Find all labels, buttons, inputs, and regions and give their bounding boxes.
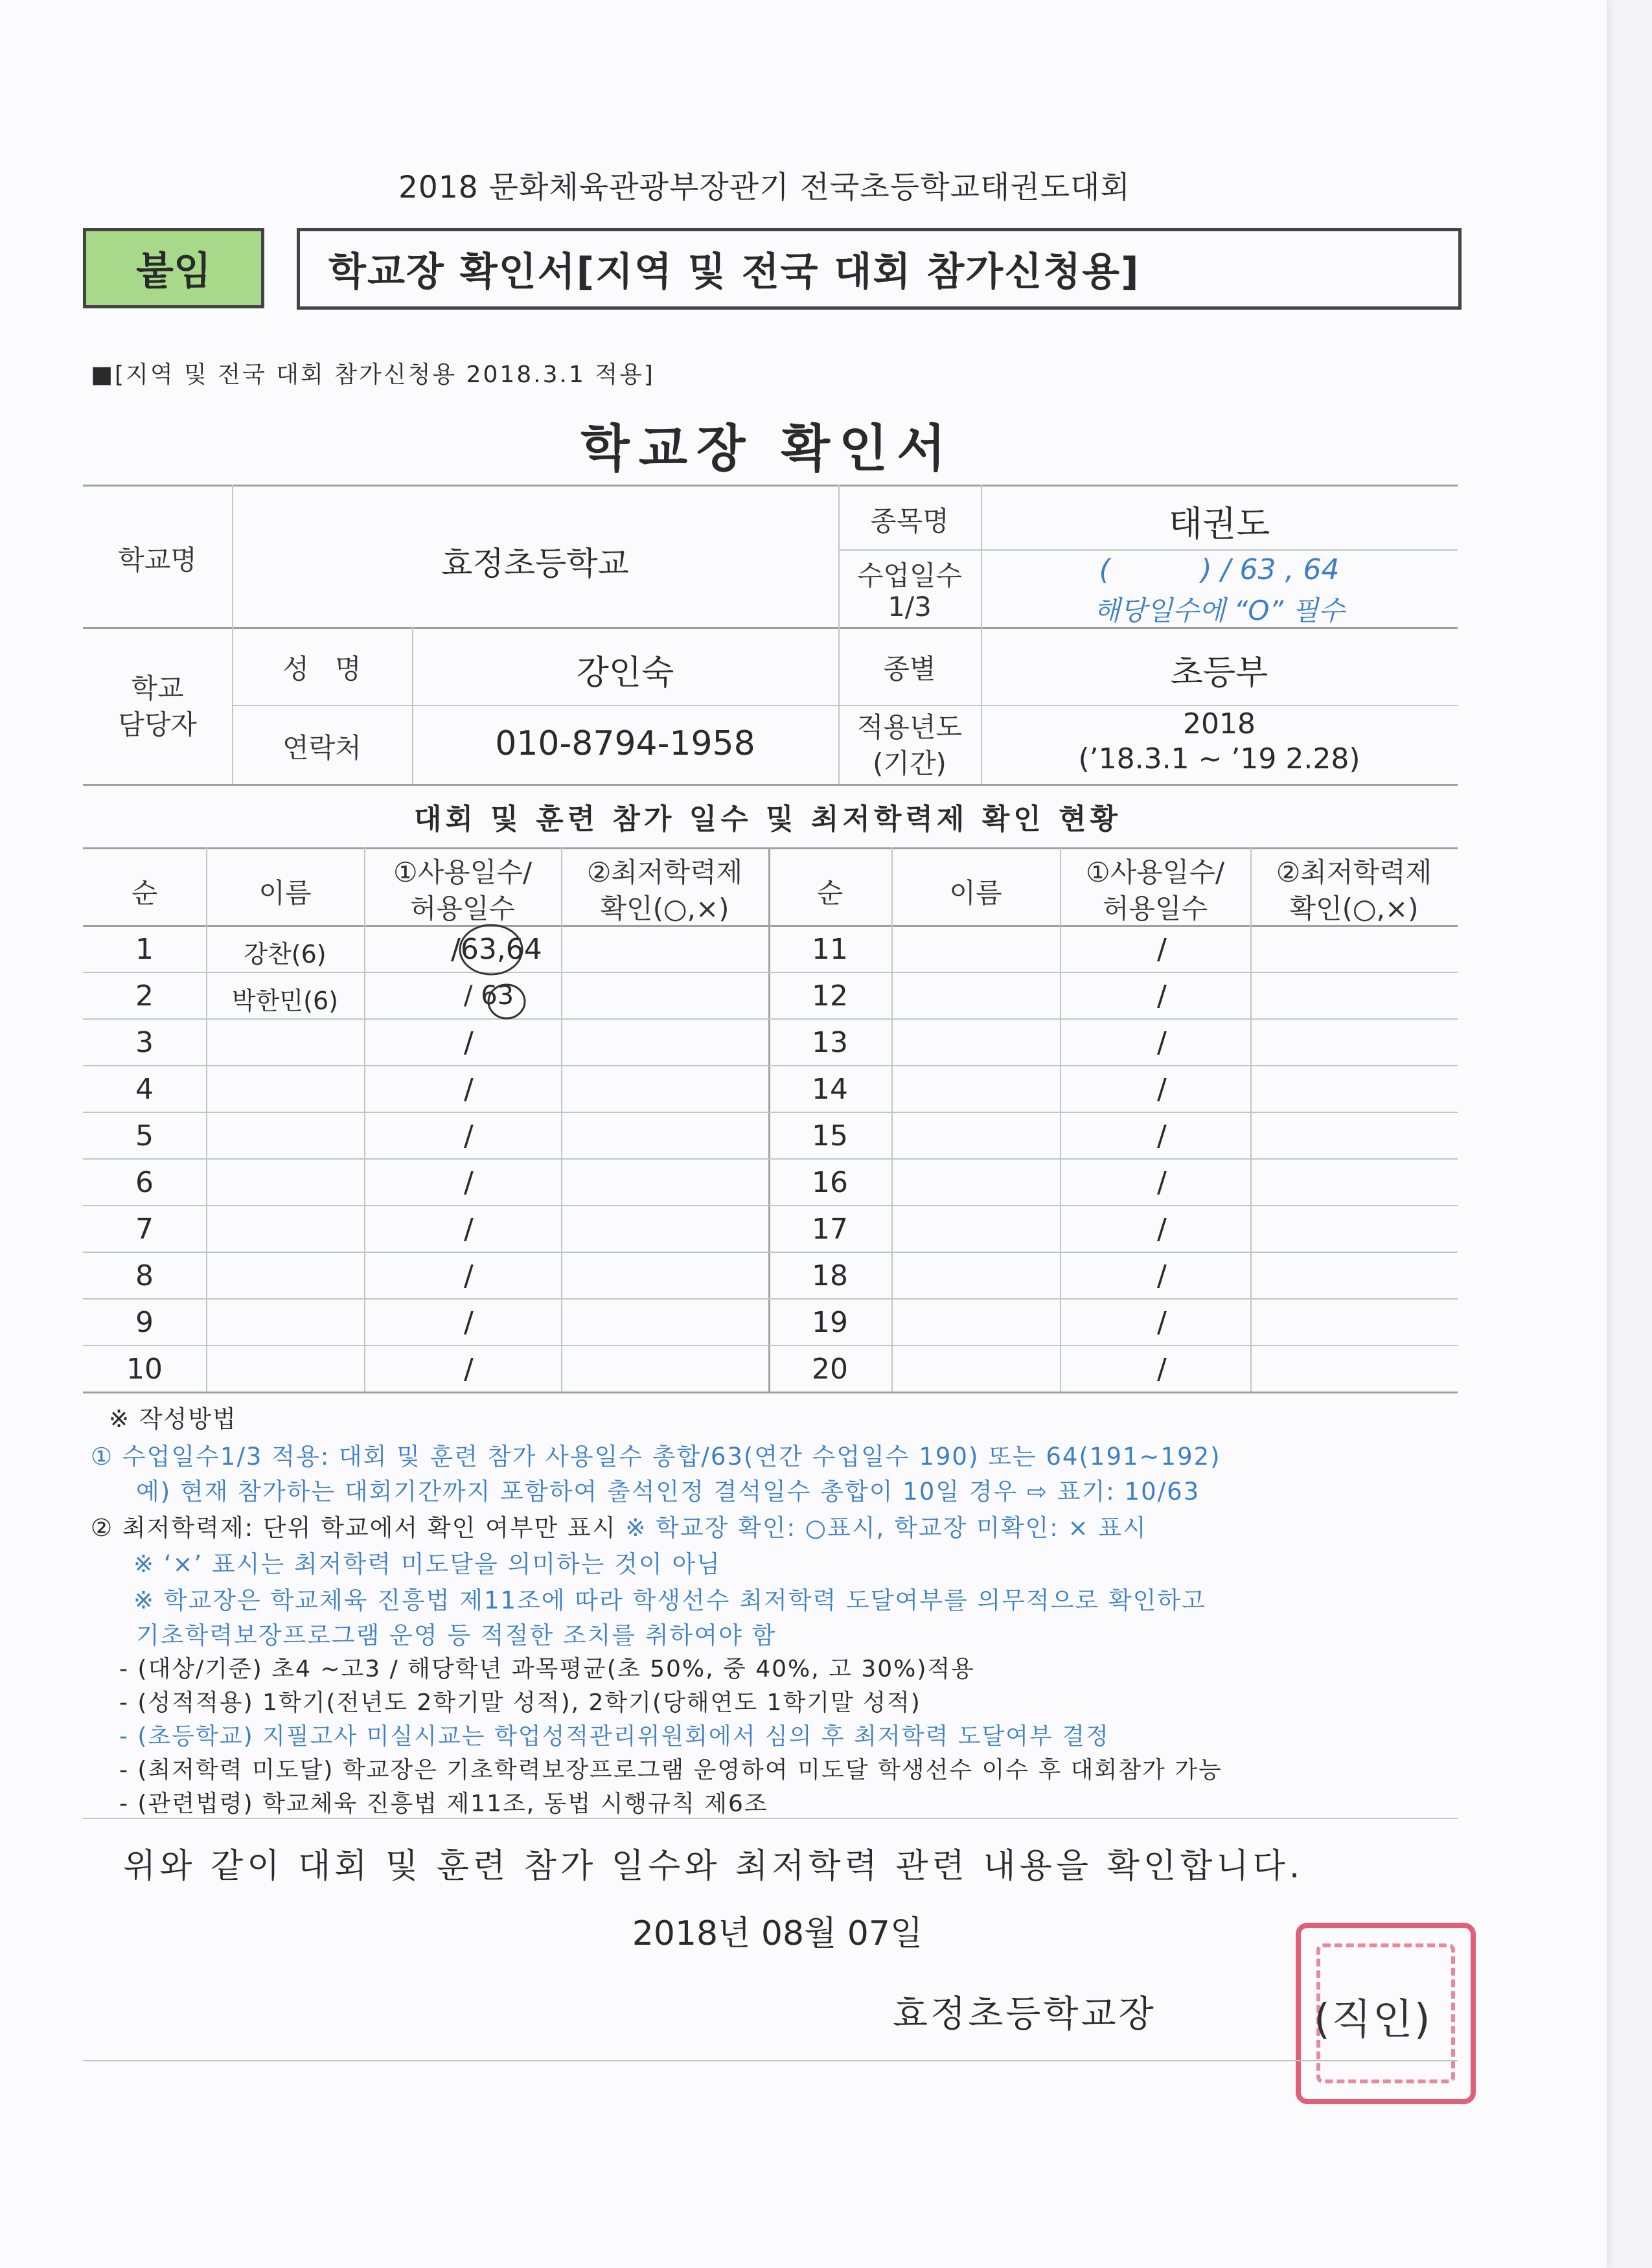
- note-line-2: 예) 현재 참가하는 대회기간까지 포함하여 출석인정 결석일수 총합이 10일 경우 ⇨ 표기: 10/63: [136, 1478, 1200, 1506]
- note-line-11: - (관련법령) 학교체육 진흥법 제11조, 동법 시행규칙 제6조: [119, 1791, 768, 1817]
- row-divider: [83, 1205, 1458, 1206]
- row-divider: [83, 1298, 1458, 1300]
- row-days: /: [464, 1259, 474, 1292]
- row-days: /: [464, 1119, 474, 1152]
- row-no-right: 12: [812, 979, 848, 1013]
- row-divider: [83, 1345, 1458, 1346]
- note-line-7: - (대상/기준) 초4 ~고3 / 해당학년 과목평균(초 50%, 중 40%, 고 30%)적용: [119, 1656, 975, 1682]
- row-days-right: /: [1157, 933, 1167, 966]
- row-days-right: /: [1157, 979, 1167, 1013]
- seal-label: (직인): [1314, 1996, 1432, 2044]
- row-no-right: 14: [812, 1073, 848, 1106]
- row-days: /: [464, 1026, 474, 1059]
- notice-text: ■[지역 및 전국 대회 참가신청용 2018.3.1 적용]: [91, 361, 655, 388]
- table-col-divider: [891, 847, 893, 1393]
- table-col-divider: [561, 847, 562, 1393]
- division-label: 종별: [883, 653, 936, 685]
- table-section-title: 대회 및 훈련 참가 일수 및 최저학력제 확인 현황: [413, 803, 1122, 836]
- note-line-5: ※ 학교장은 학교체육 진흥법 제11조에 따라 학생선수 최저학력 도달여부를 의무적으로 확인하고: [133, 1586, 1206, 1614]
- info-bottom-border: [83, 784, 1458, 786]
- table-col-divider: [1250, 847, 1252, 1393]
- row-no-right: 15: [812, 1119, 848, 1152]
- row-no: 6: [135, 1166, 154, 1199]
- table-col-divider: [768, 847, 770, 1393]
- row-divider: [83, 1252, 1458, 1253]
- row-days: /: [464, 1306, 474, 1339]
- row-no: 3: [135, 1026, 154, 1059]
- note-line-10: - (최저학력 미도달) 학교장은 기초학력보장프로그램 운영하여 미도달 학생선수 이수 후 대회참가 가능: [119, 1757, 1222, 1783]
- year-value: 2018: [1183, 707, 1256, 740]
- info-top-border: [83, 485, 1458, 487]
- note-line-3a: ② 최저학력제: 단위 학교에서 확인 여부만 표시: [91, 1514, 626, 1542]
- confirm-text: 위와 같이 대회 및 훈련 참가 일수와 최저학력 관련 내용을 확인합니다.: [123, 1847, 1304, 1886]
- col-days-right: ①사용일수/: [1085, 856, 1225, 888]
- notes-heading: ※ 작성방법: [109, 1405, 237, 1433]
- col-min-left: ②최저학력제: [586, 856, 743, 888]
- manager-label-2: 담당자: [118, 709, 197, 740]
- name-value: 강인숙: [576, 654, 674, 693]
- row-no: 8: [135, 1259, 154, 1292]
- row-days-right: /: [1157, 1306, 1167, 1339]
- row-days: /63,64: [451, 933, 542, 966]
- notes-divider: [83, 1818, 1458, 1819]
- row-days: /: [464, 1213, 474, 1246]
- row-no: 2: [135, 979, 154, 1013]
- row-days-right: /: [1157, 1213, 1167, 1246]
- row-days: /: [464, 1353, 474, 1386]
- row-no: 10: [126, 1353, 163, 1386]
- row-days-right: /: [1157, 1259, 1167, 1292]
- row-divider: [83, 1158, 1458, 1160]
- row-days-right: /: [1157, 1073, 1167, 1106]
- row-name: 강찬(6): [244, 940, 327, 968]
- table-bottom-border: [83, 1392, 1458, 1393]
- class-days-note: 해당일수에 “O” 필수: [1094, 595, 1345, 626]
- col-days-left: ①사용일수/: [393, 856, 533, 888]
- row-no-right: 16: [812, 1166, 848, 1199]
- main-title: 학교장 확인서: [580, 420, 955, 478]
- contact-value: 010-8794-1958: [495, 724, 755, 763]
- note-line-3: [91, 1508, 1147, 1543]
- table-col-divider: [364, 847, 365, 1393]
- row-days: /: [464, 1166, 474, 1199]
- row-no-right: 19: [812, 1306, 848, 1339]
- footer-divider: [83, 2060, 1458, 2061]
- row-no-right: 13: [812, 1026, 848, 1059]
- col-no-right: 순: [816, 877, 843, 909]
- col-min-right-2: 확인(○,×): [1289, 893, 1419, 924]
- row-days-right: /: [1157, 1026, 1167, 1059]
- row-no-right: 18: [812, 1259, 848, 1292]
- col-min-left-2: 확인(○,×): [600, 893, 729, 924]
- official-seal: [1296, 1923, 1476, 2104]
- manager-label: 학교: [131, 672, 184, 704]
- info-divider: [838, 549, 1458, 551]
- note-line-8: - (성적적용) 1학기(전년도 2학기말 성적), 2학기(당해연도 1학기말 성적): [119, 1690, 921, 1716]
- school-value: 효정초등학교: [441, 545, 629, 582]
- col-days-right-2: 허용일수: [1102, 893, 1208, 924]
- school-label: 학교명: [118, 544, 197, 576]
- row-no-right: 20: [812, 1353, 848, 1386]
- row-name: 박한민(6): [232, 987, 338, 1015]
- row-no-right: 11: [812, 933, 848, 966]
- row-no: 9: [135, 1306, 154, 1339]
- note-line-3b: ※ 학교장 확인: ○표시, 학교장 미확인: × 표시: [625, 1514, 1147, 1542]
- year-period: (’18.3.1 ~ ’19 2.28): [1078, 742, 1360, 775]
- event-title: 2018 문화체육관광부장관기 전국초등학교태권도대회: [398, 170, 1130, 205]
- col-no-left: 순: [131, 877, 158, 909]
- note-line-6: 기초학력보장프로그램 운영 등 적절한 조치를 취하여야 함: [136, 1621, 777, 1649]
- row-no: 7: [135, 1213, 154, 1246]
- division-value: 초등부: [1170, 654, 1268, 693]
- col-min-right: ②최저학력제: [1276, 856, 1432, 888]
- sport-value: 태권도: [1168, 503, 1270, 544]
- class-days-ratio: 1/3: [888, 591, 932, 623]
- row-no-right: 17: [812, 1213, 848, 1246]
- row-divider: [83, 1065, 1458, 1066]
- class-days-label: 수업일수: [856, 560, 963, 591]
- row-no: 1: [135, 933, 154, 966]
- row-days-right: /: [1157, 1166, 1167, 1199]
- sign-date: 2018년 08월 07일: [632, 1914, 923, 1953]
- class-days-value: ( ) / 63 , 64: [1099, 553, 1340, 586]
- col-days-left-2: 허용일수: [409, 893, 516, 924]
- row-divider: [83, 972, 1458, 973]
- form-title: 학교장 확인서[지역 및 전국 대회 참가신청용]: [297, 228, 1462, 310]
- contact-label: 연락처: [282, 732, 361, 764]
- row-days: /: [464, 1073, 474, 1106]
- name-label: 성 명: [282, 653, 361, 685]
- row-days: / 63: [464, 981, 514, 1011]
- table-col-divider: [206, 847, 207, 1393]
- row-days-right: /: [1157, 1353, 1167, 1386]
- col-name-left: 이름: [258, 877, 312, 909]
- year-label-2: (기간): [873, 748, 946, 779]
- row-divider: [83, 1112, 1458, 1113]
- handwritten-circle: [453, 919, 531, 977]
- note-line-1: ① 수업일수1/3 적용: 대회 및 훈련 참가 사용일수 총합/63(연간 수업일수 190) 또는 64(191~192): [91, 1443, 1221, 1471]
- row-no: 5: [135, 1119, 154, 1152]
- table-col-divider: [1060, 847, 1061, 1393]
- note-line-4: ※ ‘×’ 표시는 최저학력 미도달을 의미하는 것이 아님: [133, 1550, 721, 1578]
- handwritten-circle: [485, 979, 530, 1025]
- row-no: 4: [135, 1073, 154, 1106]
- row-divider: [83, 1018, 1458, 1020]
- principal-name: 효정초등학교장: [893, 1993, 1156, 2035]
- year-label: 적용년도: [856, 711, 963, 743]
- note-line-9: - (초등학교) 지필고사 미실시교는 학업성적관리위원회에서 심의 후 최저학력 도달여부 결정: [119, 1723, 1110, 1750]
- attachment-label: 붙임: [83, 228, 264, 308]
- sport-label: 종목명: [870, 505, 949, 537]
- row-days-right: /: [1157, 1119, 1167, 1152]
- col-name-right: 이름: [949, 877, 1002, 909]
